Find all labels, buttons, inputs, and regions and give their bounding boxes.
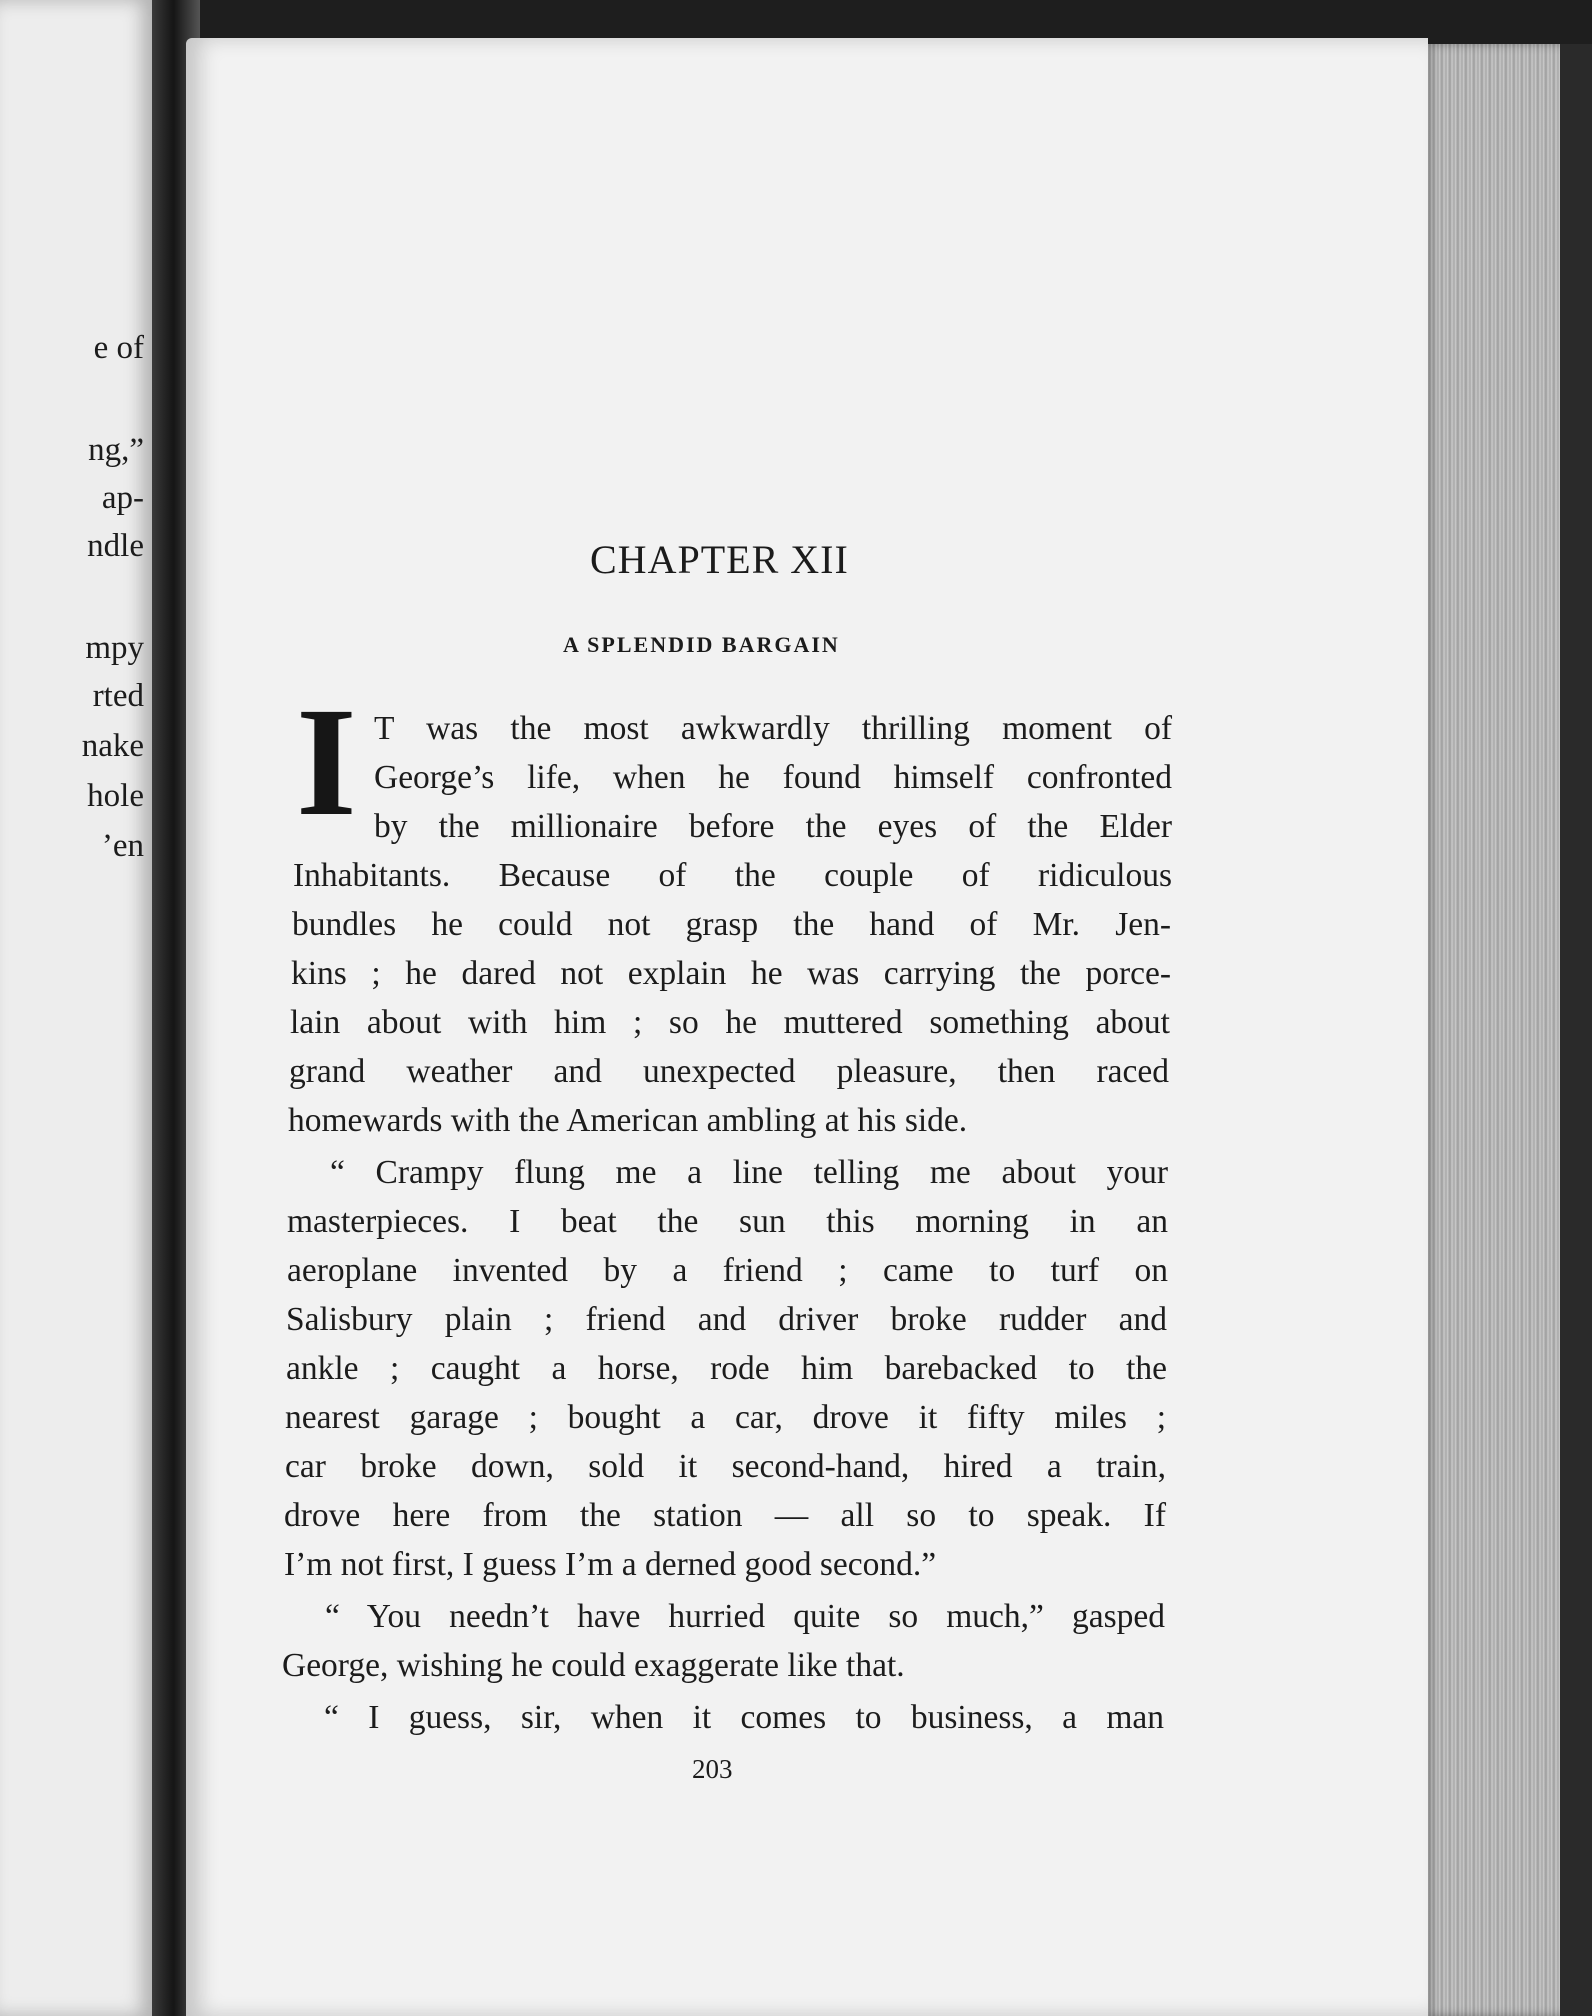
text-line: “ You needn’t have hurried quite so much,” gasped bbox=[325, 1598, 1165, 1635]
text-line: I’m not first, I guess I’m a derned good second.” bbox=[284, 1546, 937, 1583]
text-line: T was the most awkwardly thrilling moment of bbox=[374, 710, 1172, 747]
previous-page bbox=[0, 0, 152, 2016]
left-fragment: hole bbox=[87, 778, 144, 814]
text-line: George, wishing he could exaggerate like that. bbox=[282, 1647, 905, 1684]
page-number: 203 bbox=[692, 1754, 733, 1784]
left-fragment: ng,” bbox=[88, 432, 144, 468]
text-line: drove here from the station — all so to speak. If bbox=[284, 1497, 1166, 1534]
left-fragment: rted bbox=[92, 678, 144, 714]
text-line: Inhabitants. Because of the couple of ridiculous bbox=[293, 857, 1172, 894]
text-line: Salisbury plain ; friend and driver broke rudder and bbox=[286, 1301, 1167, 1338]
text-line: car broke down, sold it second-hand, hired a train, bbox=[285, 1448, 1166, 1485]
text-line: “ I guess, sir, when it comes to business, a man bbox=[324, 1699, 1164, 1736]
chapter-subtitle: A SPLENDID BARGAIN bbox=[563, 632, 840, 657]
text-line: kins ; he dared not explain he was carrying the porce- bbox=[291, 955, 1171, 992]
text-line: George’s life, when he found himself confronted bbox=[374, 759, 1172, 796]
page-edges bbox=[1424, 44, 1566, 2016]
book-cover-edge bbox=[1560, 44, 1592, 2016]
text-line: homewards with the American ambling at his side. bbox=[288, 1102, 968, 1139]
left-fragment: nake bbox=[81, 728, 144, 764]
left-fragment: ’en bbox=[101, 828, 144, 864]
left-fragment: mpy bbox=[85, 630, 144, 666]
left-fragment: ap- bbox=[101, 480, 144, 516]
text-line: by the millionaire before the eyes of the Elder bbox=[374, 808, 1172, 845]
drop-cap: I bbox=[296, 675, 357, 848]
left-fragment: ndle bbox=[87, 528, 144, 564]
text-line: aeroplane invented by a friend ; came to turf on bbox=[287, 1252, 1168, 1289]
text-line: masterpieces. I beat the sun this morning in an bbox=[287, 1203, 1168, 1240]
text-line: bundles he could not grasp the hand of Mr. Jen- bbox=[292, 906, 1171, 943]
text-line: lain about with him ; so he muttered something about bbox=[290, 1004, 1170, 1041]
text-line: nearest garage ; bought a car, drove it fifty miles ; bbox=[285, 1399, 1166, 1436]
text-line: ankle ; caught a horse, rode him barebacked to the bbox=[286, 1350, 1167, 1387]
text-line: grand weather and unexpected pleasure, then raced bbox=[289, 1053, 1169, 1090]
chapter-title: CHAPTER XII bbox=[590, 537, 849, 582]
text-line: “ Crampy flung me a line telling me about your bbox=[330, 1154, 1168, 1191]
left-fragment: e of bbox=[93, 330, 144, 366]
